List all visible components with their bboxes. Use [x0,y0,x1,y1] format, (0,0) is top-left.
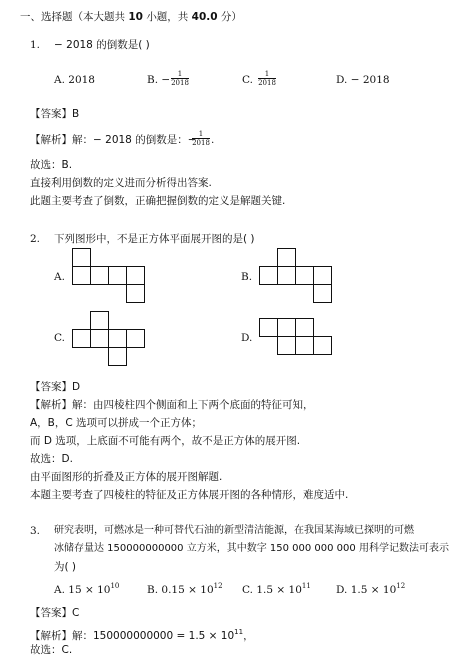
q1-answer: 【答案】B [30,108,80,120]
q1-option-c: C. [242,74,253,86]
q1-analysis-fraction: $\frac{1}{2018}$ [192,130,210,147]
q2-analysis-line-3: 而 D 选项，上底面不可能有两个，故不是正方体的展开图. [30,435,301,447]
q3-option-c: C. $1.5 \times 10^{11}$ [242,582,311,596]
cube-net-b [259,248,337,305]
q2-option-d-label: D. [241,332,253,344]
q2-note-2: 本题主要考查了四棱柱的特征及正方体展开图的各种情形，难度适中. [30,489,349,501]
cube-net-d [259,318,337,358]
q3-stem-line-3: 为( ) [54,561,77,573]
section-heading: 一、选择题（本大题共 10 小题，共 40.0 分） [20,11,242,23]
q3-option-a: A. $15 \times 10^{10}$ [54,582,120,596]
q3-analysis: 【解析】解：$150000000000 = 1.5 \times 10^{11}$， [30,628,254,642]
q3-option-d: D. $1.5 \times 10^{12}$ [336,582,406,596]
q2-option-b-label: B. [241,271,253,283]
q1-note-2: 此题主要考查了倒数，正确把握倒数的定义是解题关键. [30,195,286,207]
q3-option-b: B. $0.15 \times 10^{12}$ [147,582,223,596]
q1-conclusion: 故选：B. [30,159,73,171]
q1-note-1: 直接利用倒数的定义进而分析得出答案. [30,177,212,189]
q1-option-b: B. − [147,74,171,86]
q3-number: 3. [30,525,41,537]
q2-option-a-label: A. [54,271,65,283]
q2-answer: 【答案】D [30,381,81,393]
q2-number: 2. [30,233,41,245]
q3-answer: 【答案】C [30,607,80,619]
q3-conclusion: 故选：C. [30,644,73,656]
cube-net-a [72,248,150,305]
q1-option-d: D. − 2018 [336,74,390,86]
q2-analysis-line-2: A，B，C 选项可以拼成一个正方体； [30,417,203,429]
q2-conclusion: 故选：D. [30,453,73,465]
q1-analysis: 【解析】解：− 2018 的倒数是：− [30,134,197,146]
q1-analysis-end: . [211,134,215,146]
q2-stem: 下列图形中，不是正方体平面展开图的是( ) [54,233,255,245]
q3-stem-line-2: 冰储存量达 150000000000 立方米，其中数字 150 000 000 000 用科学记数法可表示 [54,543,449,554]
q2-note-1: 由平面图形的折叠及正方体的展开图解题. [30,471,223,483]
cube-net-c [72,311,150,368]
q2-option-c-label: C. [54,332,65,344]
q1-option-b-fraction: $\frac{1}{2018}$ [171,70,189,87]
q2-analysis: 【解析】解：由四棱柱四个侧面和上下两个底面的特征可知， [30,399,314,411]
q3-stem-line-1: 研究表明，可燃冰是一种可替代石油的新型清洁能源，在我国某海域已探明的可燃 [54,525,414,536]
q1-option-a: A. 2018 [54,74,95,86]
q1-number: 1. [30,39,41,51]
q1-option-c-fraction: $\frac{1}{2018}$ [258,70,276,87]
q1-stem: − 2018 的倒数是( ) [54,39,150,51]
